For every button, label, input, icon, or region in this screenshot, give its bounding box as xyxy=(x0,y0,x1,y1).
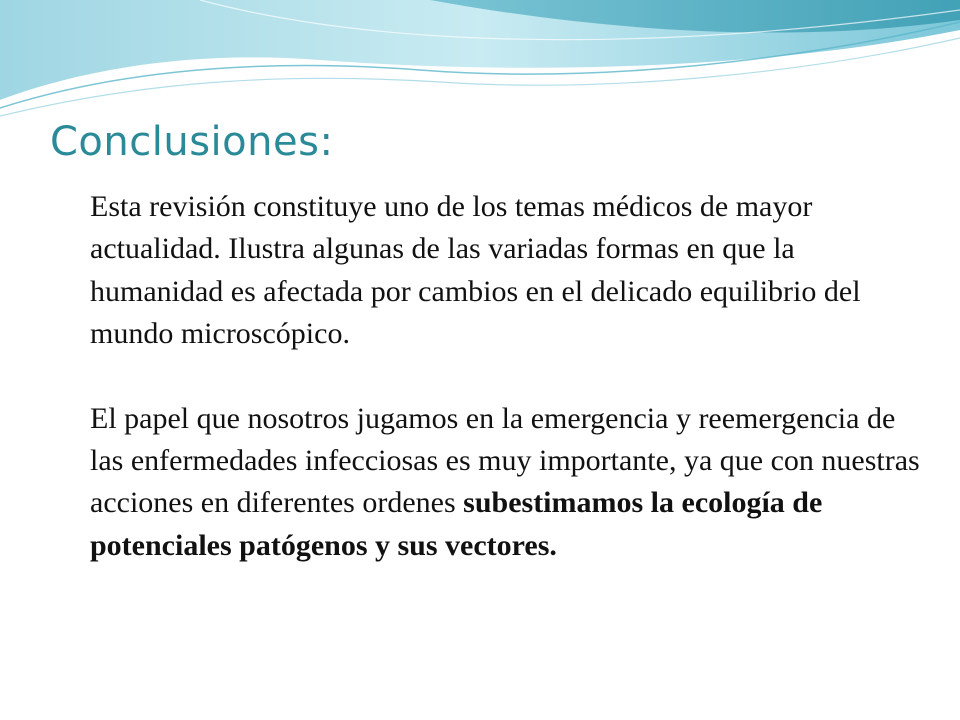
slide-body xyxy=(90,186,920,567)
decorative-wave-banner xyxy=(0,0,960,120)
paragraph-2 xyxy=(90,398,920,568)
slide-title: Conclusiones: xyxy=(50,119,334,165)
paragraph-1: Esta revisión constituye uno de los temas médicos de mayor actualidad. Ilustra algunas de las variadas formas en que la humanidad es afectada por cambios en el delicado equilibrio del mundo microscópico. xyxy=(90,190,861,351)
paragraph-2-emphasis: subestimamos la ecología de potenciales patógenos y sus vectores. xyxy=(90,486,823,562)
paragraph-2-text: El papel que nosotros jugamos en la emergencia y reemergencia de las enfermedades infecciosas es muy importante, ya que con nuestras acciones en diferentes ordenes xyxy=(90,401,920,520)
